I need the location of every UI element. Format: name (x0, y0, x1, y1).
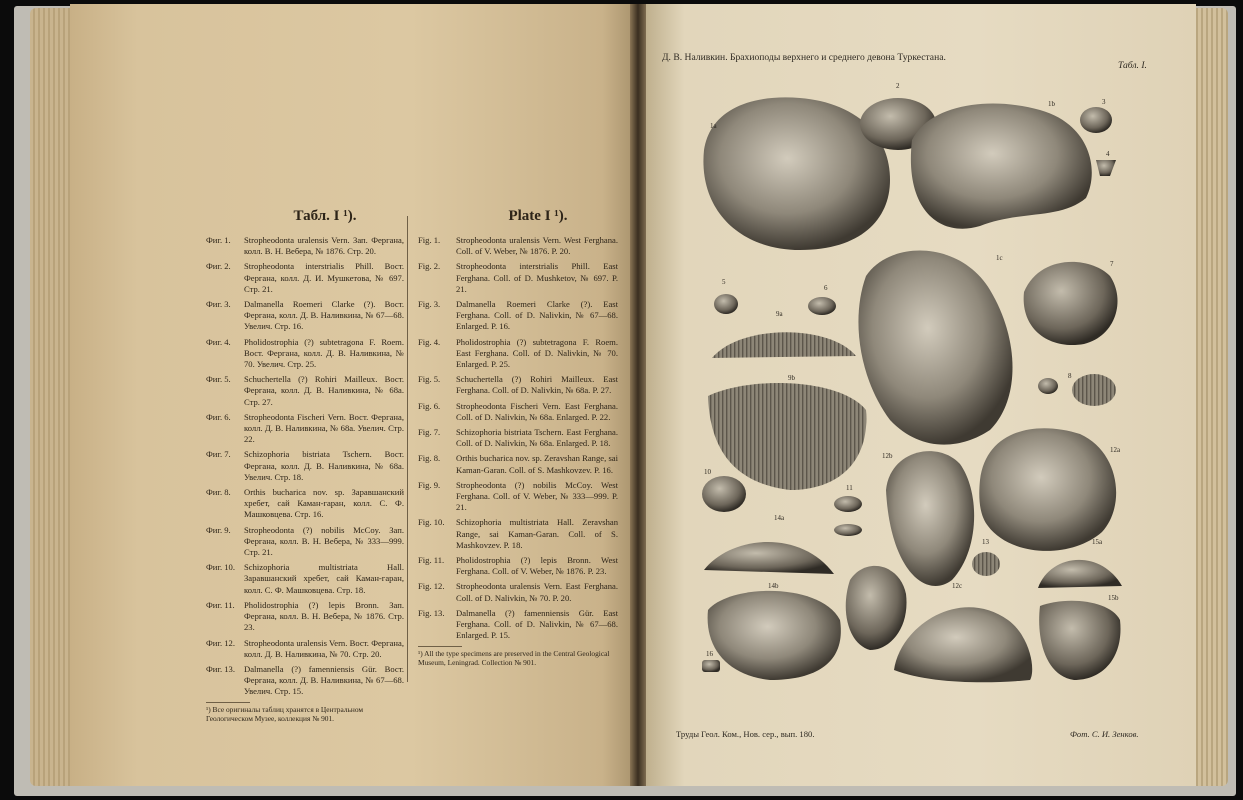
legend-en-entry-text: Schizophoria bistriata Tschern. East Ferghana. Coll. of D. Nalivkin, № 68a. Enlarged. P. 18. (456, 427, 618, 449)
figure-number-12a: 12a (1110, 446, 1121, 454)
legend-en-entry (418, 261, 618, 295)
specimen-12b (886, 451, 974, 586)
legend-ru-entry (206, 449, 404, 483)
legend-en-entry (418, 517, 618, 551)
legend-ru-entry-text: Stropheodonta uralensis Vern. Зап. Фергана, колл. В. Н. Вебера, № 1876. Стр. 20. (244, 235, 404, 257)
legend-ru-entry (206, 638, 404, 660)
legend-en-entry (418, 480, 618, 514)
specimen-15b (1039, 601, 1120, 680)
fossil-plate-drawing (690, 80, 1190, 720)
legend-en-entry (418, 608, 618, 642)
column-divider (407, 216, 408, 682)
entries-ru-list (206, 235, 404, 698)
figure-number-9a: 9a (776, 310, 783, 318)
legend-ru-entry (206, 235, 404, 257)
specimen-15a (1038, 560, 1122, 588)
entries-en-list (418, 235, 618, 642)
specimen-9b (708, 383, 866, 490)
figure-number-3: 3 (1102, 98, 1106, 106)
figure-number-1a: 1a (710, 122, 717, 130)
legend-en-entry-text: Schuchertella (?) Rohiri Mailleux. East Ferghana. Coll. of D. Nalivkin, № 68a. P. 27. (456, 374, 618, 396)
plate-footer-series: Труды Геол. Ком., Нов. сер., вып. 180. (676, 729, 815, 739)
specimen-8b (1072, 374, 1116, 406)
specimen-11a (834, 496, 862, 512)
figure-number-6: 6 (824, 284, 828, 292)
legend-ru-entry (206, 337, 404, 371)
legend-ru-entry-label: Фиг. 10. (206, 562, 235, 573)
legend-en-entry-label: Fig. 3. (418, 299, 441, 310)
figure-number-7: 7 (1110, 260, 1114, 268)
legend-en-entry-label: Fig. 12. (418, 581, 445, 592)
specimen-8a (1038, 378, 1058, 394)
legend-ru-entry-label: Фиг. 6. (206, 411, 231, 422)
specimen-11b (834, 524, 862, 536)
legend-en-entry-text: Schizophoria multistriata Hall. Zeravshan Range, sai Kaman-Garan. Coll. of S. Mashkovzev. P. 18. (456, 517, 618, 550)
legend-en-entry-label: Fig. 13. (418, 607, 445, 618)
specimen-10 (702, 476, 746, 512)
legend-ru-entry (206, 299, 404, 333)
figure-number-1b: 1b (1048, 100, 1055, 108)
legend-en-entry-text: Stropheodonta uralensis Vern. West Ferghana. Coll. of V. Weber, № 1876. P. 20. (456, 235, 618, 257)
legend-ru-entry (206, 562, 404, 596)
plate-title-en: Plate I ¹). (508, 208, 568, 224)
specimen-1c (858, 251, 1012, 445)
specimen-7 (1024, 262, 1118, 345)
specimen-1b (911, 103, 1092, 228)
book-gutter (630, 4, 646, 786)
russian-legend-column (206, 208, 404, 723)
legend-en-entry (418, 337, 618, 371)
legend-ru-entry (206, 412, 404, 446)
figure-number-14a: 14a (774, 514, 785, 522)
figure-number-14b: 14b (768, 582, 779, 590)
figure-number-12b: 12b (882, 452, 893, 460)
legend-en-entry-text: Stropheodonta interstrialis Phill. East Ferghana. Coll. of D. Mushketov, № 697. P. 21. (456, 261, 618, 294)
legend-ru-entry-label: Фиг. 9. (206, 524, 231, 535)
footnote-rule-en (418, 646, 462, 647)
legend-en-entry-label: Fig. 2. (418, 261, 441, 272)
fossil-specimens (702, 97, 1122, 682)
legend-en-entry (418, 581, 618, 603)
legend-en-entry-text: Dalmanella (?) famenniensis Gür. East Ferghana. Coll. of D. Nalivkin, № 67—68. Enlarged. P. 15. (456, 607, 618, 641)
legend-ru-entry-text: Stropheodonta interstrialis Phill. Вост. Фергана, колл. Д. И. Мушкетова, № 697. Стр. 21. (244, 261, 404, 294)
plate-label: Табл. I. (1118, 60, 1147, 71)
specimen-12a (979, 428, 1116, 551)
fossil-plate-photograph (690, 80, 1190, 720)
legend-en-entry-label: Fig. 1. (418, 235, 441, 245)
specimen-14b (708, 591, 841, 680)
english-legend-column (418, 208, 618, 667)
legend-en-entry-label: Fig. 11. (418, 555, 445, 566)
specimen-16-small (702, 660, 720, 672)
plate-page-header: Д. В. Наливкин. Брахиоподы верхнего и среднего девона Туркестана. (662, 52, 946, 63)
legend-en-entry-text: Orthis bucharica nov. sp. Zeravshan Range, sai Kaman-Garan. Coll. of S. Mashkovzev. P. 16. (456, 453, 618, 475)
figure-number-8: 8 (1068, 372, 1072, 380)
legend-ru-entry-text: Schuchertella (?) Rohiri Mailleux. Вост. Фергана, колл. Д. В. Наливкина, № 68а. Стр. 27. (244, 374, 404, 407)
legend-en-entry-label: Fig. 8. (418, 453, 441, 464)
plate-title-ru: Табл. I ¹). (293, 208, 357, 224)
plate-footer-photographer: Фот. С. И. Зенков. (1070, 729, 1139, 739)
legend-ru-entry-label: Фиг. 8. (206, 487, 231, 498)
legend-ru-entry-text: Stropheodonta Fischeri Vern. Вост. Фергана, колл. Д. В. Наливкина, № 68а. Увелич. Стр. 22. (244, 411, 404, 445)
legend-en-entry-text: Stropheodonta Fischeri Vern. East Ferghana. Coll. of D. Nalivkin, № 68a. Enlarged. P. 22. (456, 400, 618, 422)
legend-en-entry-label: Fig. 7. (418, 427, 441, 438)
figure-number-10: 10 (704, 468, 711, 476)
legend-ru-entry-label: Фиг. 2. (206, 261, 231, 272)
footnote-ru: ¹) Все оригиналы таблиц хранятся в Центральном Геологическом Музее, коллекция № 901. (206, 704, 364, 723)
footnote-en: ¹) All the type specimens are preserved in the Central Geological Museum, Leningrad. Collection № 901. (418, 648, 610, 667)
figure-number-4: 4 (1106, 150, 1110, 158)
legend-ru-entry (206, 600, 404, 634)
legend-ru-entry-label: Фиг. 1. (206, 235, 231, 245)
legend-ru-entry-text: Orthis bucharica nov. sp. Заравшанский хребет, сай Каман-гаран, колл. С. Ф. Машковцева. Стр. 16. (244, 487, 404, 520)
specimen-16 (846, 566, 907, 650)
legend-en-entry-text: Pholidostrophia (?) lepis Bronn. West Ferghana. Coll. of V. Weber, № 1876. P. 23. (456, 555, 618, 577)
specimen-13 (972, 552, 1000, 576)
legend-en-entry-label: Fig. 9. (418, 479, 441, 490)
legend-ru-entry-label: Фиг. 4. (206, 336, 231, 347)
specimen-6 (808, 297, 836, 315)
legend-ru-entry-text: Dalmanella Roemeri Clarke (?). Вост. Фергана, колл. Д. В. Наливкина, № 67—68. Увелич. Стр. 16. (244, 299, 404, 332)
legend-en-entry (418, 235, 618, 257)
legend-en-entry (418, 453, 618, 475)
legend-ru-entry (206, 487, 404, 521)
legend-en-entry-label: Fig. 5. (418, 374, 441, 385)
legend-en-entry-label: Fig. 4. (418, 336, 441, 347)
figure-number-11: 11 (846, 484, 853, 492)
legend-ru-entry (206, 261, 404, 295)
figure-number-5: 5 (722, 278, 726, 286)
figure-number-2: 2 (896, 82, 900, 90)
legend-ru-entry-text: Dalmanella (?) famenniensis Gür. Вост. Фергана, колл. Д. В. Наливкина, № 67—68. Увелич. Стр. 15. (244, 663, 404, 697)
legend-en-entry-label: Fig. 10. (418, 517, 445, 528)
figure-number-15a: 15a (1092, 538, 1103, 546)
legend-en-entry-text: Pholidostrophia (?) subtetragona F. Roem. East Ferghana. Coll. of D. Nalivkin, № 70. Enlarged. P. 25. (456, 336, 618, 370)
specimen-9a (712, 332, 856, 358)
figure-number-16: 16 (706, 650, 713, 658)
legend-ru-entry-text: Pholidostrophia (?) lepis Bronn. Зап. Фергана, колл. В. Н. Вебера, № 1876. Стр. 23. (244, 599, 404, 633)
legend-en-entry (418, 401, 618, 423)
legend-en-entry (418, 427, 618, 449)
legend-ru-entry (206, 374, 404, 408)
figure-number-12c: 12c (952, 582, 963, 590)
figure-number-1c: 1c (996, 254, 1003, 262)
figure-number-9b: 9b (788, 374, 795, 382)
legend-ru-entry (206, 525, 404, 559)
specimen-4 (1096, 160, 1116, 176)
legend-en-entry-text: Stropheodonta (?) nobilis McCoy. West Ferghana. Coll. of V. Weber, № 333—999. P. 21. (456, 479, 618, 513)
legend-ru-entry-label: Фиг. 13. (206, 663, 235, 674)
legend-en-entry (418, 374, 618, 396)
legend-en-entry (418, 299, 618, 333)
legend-en-entry-text: Dalmanella Roemeri Clarke (?). East Ferghana. Coll. of D. Nalivkin, № 67—68. Enlarged. P. 16. (456, 299, 618, 332)
specimen-12c (894, 607, 1032, 682)
legend-en-entry-text: Stropheodonta uralensis Vern. East Ferghana. Coll. of D. Nalivkin, № 70. P. 20. (456, 581, 618, 603)
specimen-3 (1080, 107, 1112, 133)
legend-ru-entry-text: Schizophoria multistriata Hall. Заравшанский хребет, сай Каман-гаран, колл. С. Ф. Машковцева. Стр. 18. (244, 562, 404, 595)
legend-ru-entry-label: Фиг. 12. (206, 637, 235, 648)
figure-number-15b: 15b (1108, 594, 1119, 602)
footnote-rule-ru (206, 702, 250, 703)
legend-ru-entry-text: Schizophoria bistriata Tschern. Вост. Фергана, колл. Д. В. Наливкина, № 68а. Увелич. Стр. 18. (244, 449, 404, 482)
legend-ru-entry-label: Фиг. 3. (206, 299, 231, 310)
legend-ru-entry-text: Stropheodonta (?) nobilis McCoy. Зап. Фергана, колл. В. Н. Вебера, № 333—999. Стр. 21. (244, 524, 404, 558)
legend-ru-entry (206, 664, 404, 698)
legend-ru-entry-label: Фиг. 11. (206, 599, 235, 610)
specimen-5 (714, 294, 738, 314)
legend-en-entry-label: Fig. 6. (418, 400, 441, 411)
legend-ru-entry-label: Фиг. 5. (206, 374, 231, 385)
figure-number-13: 13 (982, 538, 989, 546)
legend-ru-entry-label: Фиг. 7. (206, 449, 231, 460)
specimen-14a (704, 542, 834, 574)
legend-ru-entry-text: Stropheodonta uralensis Vern. Вост. Фергана, колл. Д. В. Наливкина, № 70. Стр. 20. (244, 637, 404, 659)
legend-ru-entry-text: Pholidostrophia (?) subtetragona F. Roem. Вост. Фергана, колл. Д. В. Наливкина, № 70. Увелич. Стр. 25. (244, 336, 404, 370)
legend-en-entry (418, 555, 618, 577)
